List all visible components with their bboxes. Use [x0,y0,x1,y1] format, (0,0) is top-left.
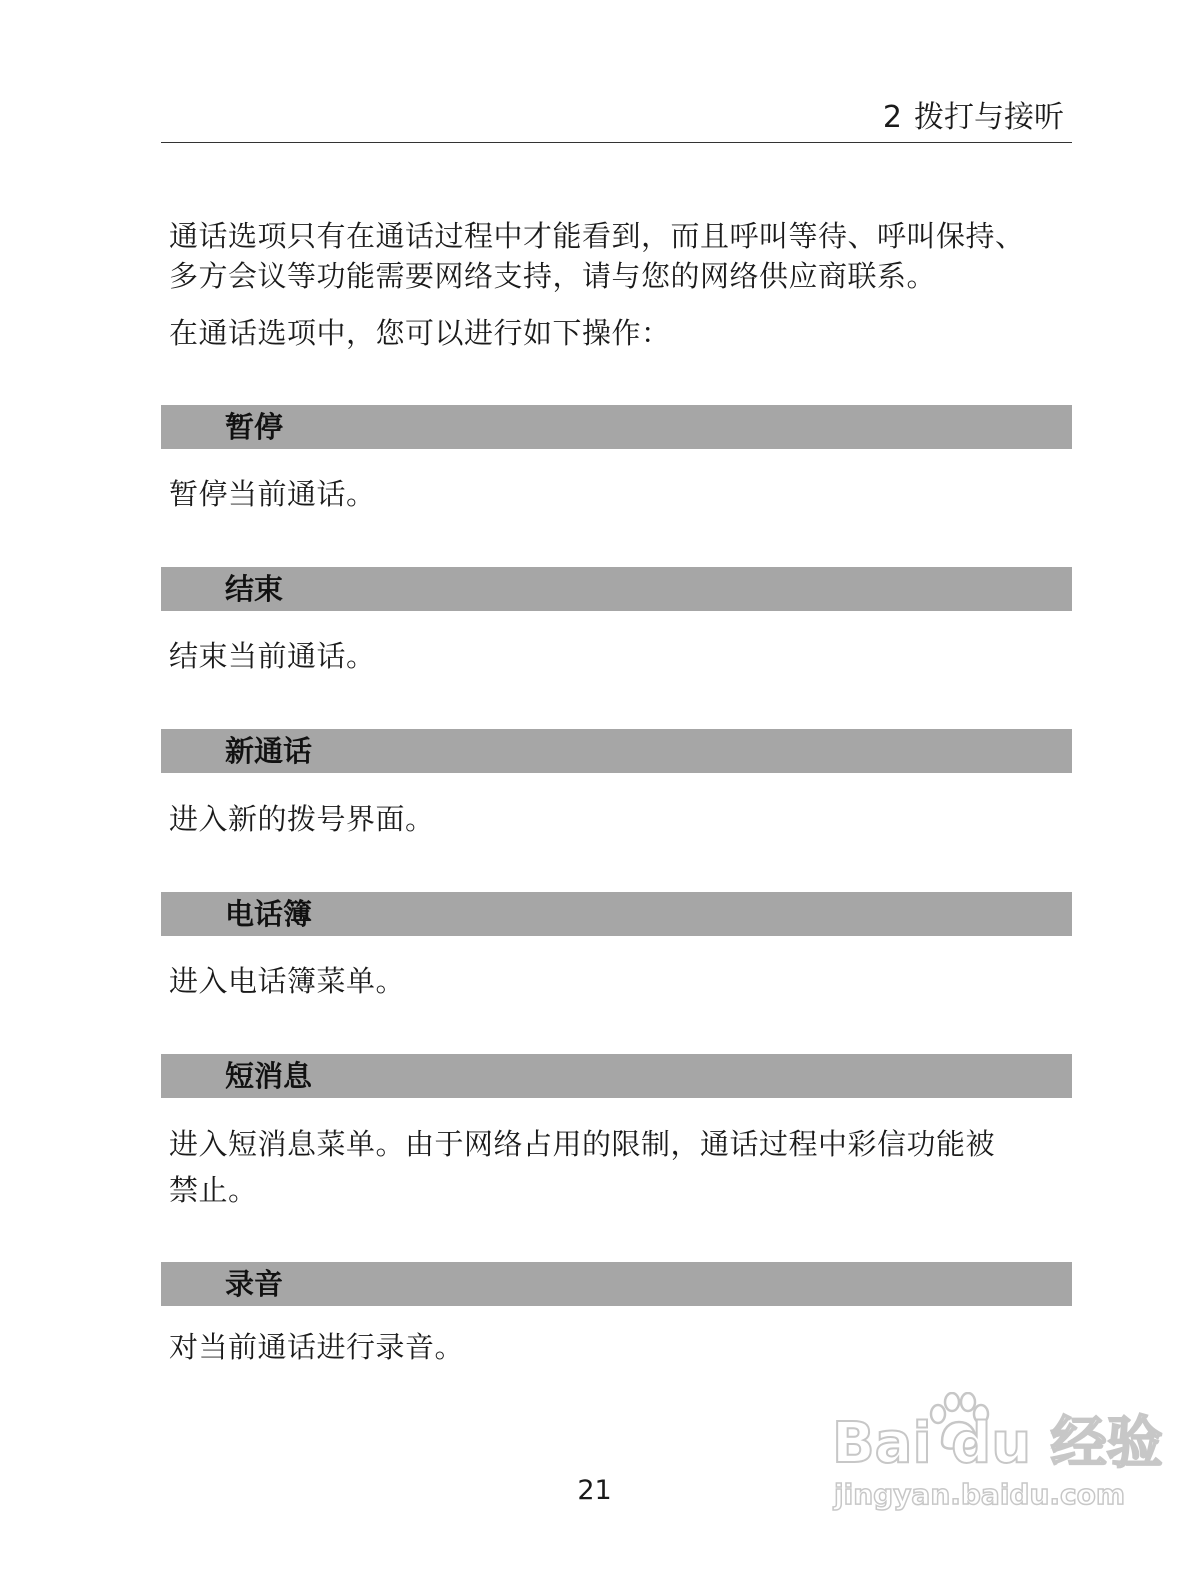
section-desc: 进入新的拨号界面。 [169,802,435,836]
section-bar-end [161,567,1072,611]
section-bar-pause [161,405,1072,449]
section-title: 新通话 [225,734,313,768]
page-number: 21 [577,1475,612,1506]
section-desc: 结束当前通话。 [169,639,376,673]
section-title: 短消息 [225,1059,313,1093]
baidu-watermark [832,1392,1163,1522]
section-bar-messages [161,1054,1072,1098]
intro-line-3: 在通话选项中，您可以进行如下操作： [169,316,671,350]
intro-line-1: 通话选项只有在通话过程中才能看到，而且呼叫等待、呼叫保持、 [169,219,1025,253]
section-desc: 进入短消息菜单。由于网络占用的限制，通话过程中彩信功能被 [169,1127,996,1161]
chapter-heading [883,98,1064,138]
section-title: 暂停 [225,410,284,444]
watermark-brand: Bai du 经验 [832,1411,1163,1476]
section-bar-new-call [161,729,1072,773]
section-desc-continued: 禁止。 [169,1173,258,1207]
chapter-title: 拨打与接听 [914,100,1064,135]
section-bar-record [161,1262,1072,1306]
section-desc: 对当前通话进行录音。 [169,1330,465,1364]
section-bar-phonebook [161,892,1072,936]
section-title: 电话簿 [225,897,313,931]
intro-line-2: 多方会议等功能需要网络支持，请与您的网络供应商联系。 [169,259,937,293]
section-desc: 进入电话簿菜单。 [169,964,406,998]
chapter-number: 2 [882,100,902,135]
section-title: 结束 [225,572,284,606]
page-header [161,96,1072,143]
section-desc: 暂停当前通话。 [169,477,376,511]
watermark-url: jingyan.baidu.com [834,1478,1126,1511]
section-title: 录音 [225,1267,284,1301]
